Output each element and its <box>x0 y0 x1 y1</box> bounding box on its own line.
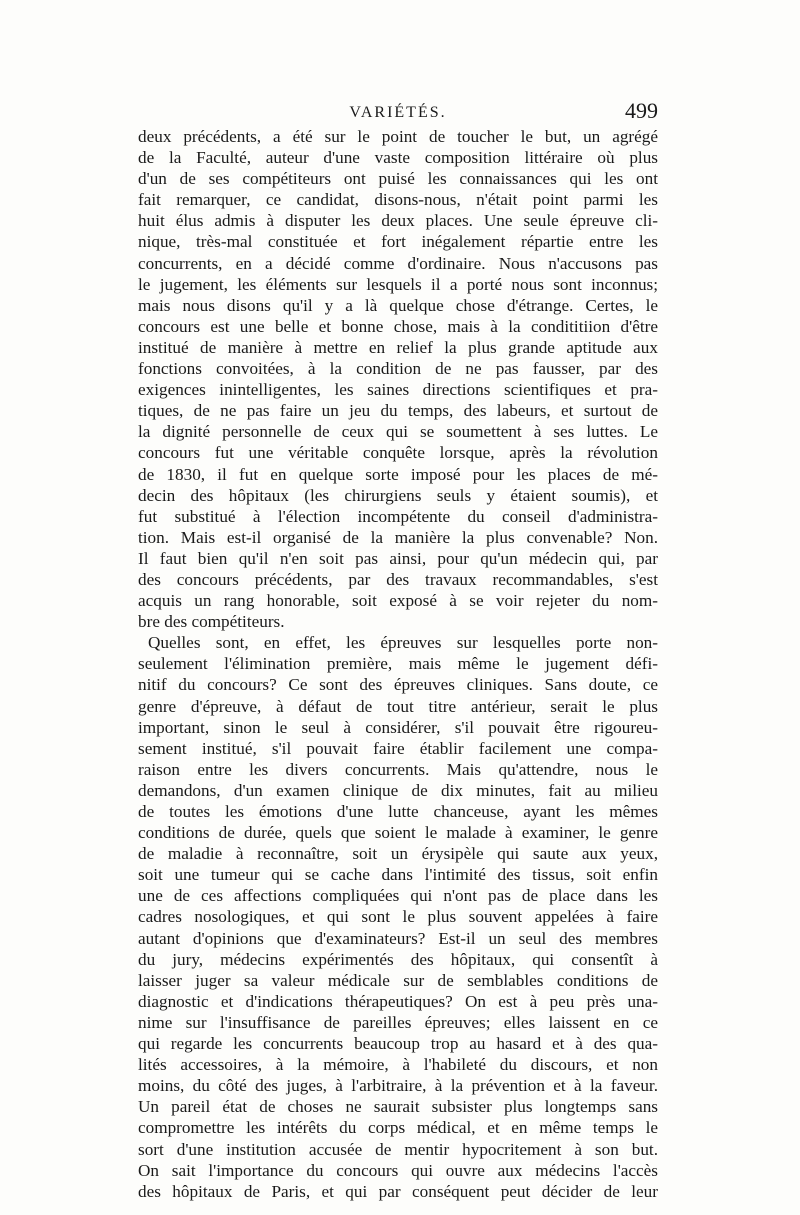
text-line: tiques, de ne pas faire un jeu du temps, des labeurs, et surtout de <box>138 401 658 421</box>
text-line: fonctions convoitées, à la condition de ne pas fausser, par des <box>138 359 658 379</box>
text-line: exigences inintelligentes, les saines directions scientifiques et pra- <box>138 380 658 400</box>
text-line: deux précédents, a été sur le point de toucher le but, un agrégé <box>138 127 658 146</box>
text-line: des hôpitaux de Paris, et qui par conséquent peut décider de leur <box>138 1181 658 1201</box>
paragraph-end-line: bre des compétiteurs. <box>138 612 285 632</box>
text-line: des concours précédents, par des travaux recommandables, s'est <box>138 569 658 589</box>
text-line: nitif du concours? Ce sont des épreuves cliniques. Sans doute, ce <box>138 675 658 695</box>
text-line: cadres nosologiques, et qui sont le plus souvent appelées à faire <box>138 907 658 927</box>
text-line: lités accessoires, à la mémoire, à l'habileté du discours, et non <box>138 1055 658 1075</box>
text-line: important, sinon le seul à considérer, s'il pouvait être rigoureu- <box>138 717 658 737</box>
text-line: sort d'une institution accusée de mentir hypocritement à son but. <box>138 1139 658 1159</box>
text-line: la dignité personnelle de ceux qui se soumettent à ses luttes. Le <box>138 422 658 442</box>
text-line: genre d'épreuve, à défaut de tout titre antérieur, serait le plus <box>138 696 658 716</box>
text-line: de 1830, il fut en quelque sorte imposé pour les places de mé- <box>138 464 658 484</box>
text-line: moins, du côté des juges, à l'arbitraire, à la prévention et à la faveur. <box>138 1076 658 1096</box>
text-line: soit une tumeur qui se cache dans l'intimité des tissus, soit enfin <box>138 865 658 885</box>
text-line: raison entre les divers concurrents. Mais qu'attendre, nous le <box>138 759 658 779</box>
text-line: compromettre les intérêts du corps médical, et en même temps le <box>138 1118 658 1138</box>
text-line: qui regarde les concurrents beaucoup trop au hasard et à des qua- <box>138 1034 658 1054</box>
text-line: nime sur l'insuffisance de pareilles épreuves; elles laissent en ce <box>138 1012 658 1032</box>
text-line: On sait l'importance du concours qui ouvre aux médecins l'accès <box>138 1160 658 1180</box>
text-line: autant d'opinions que d'examinateurs? Est-il un seul des membres <box>138 928 658 948</box>
text-line: sement institué, s'il pouvait faire établir facilement une compa- <box>138 738 658 758</box>
text-line: de maladie à reconnaître, soit un érysipèle qui saute aux yeux, <box>138 844 658 864</box>
text-line: concours fut une véritable conquête lorsque, après la révolution <box>138 443 658 463</box>
text-line: concours est une belle et bonne chose, mais à la condititiion d'être <box>138 316 658 336</box>
text-line: huit élus admis à disputer les deux places. Une seule épreuve cli- <box>138 211 658 231</box>
page-number: 499 <box>625 98 658 123</box>
text-line: le jugement, les éléments sur lesquels il a porté nous sont inconnus; <box>138 274 658 294</box>
text-line: laisser juger sa valeur médicale sur de semblables conditions de <box>138 970 658 990</box>
text-line: concurrents, en a décidé comme d'ordinaire. Nous n'accusons pas <box>138 253 658 273</box>
text-line: une de ces affections compliquées qui n'ont pas de place dans les <box>138 886 658 906</box>
text-line: conditions de durée, quels que soient le malade à examiner, le genre <box>138 823 658 843</box>
text-line: decin des hôpitaux (les chirurgiens seuls y étaient soumis), et <box>138 485 658 505</box>
body-text <box>138 126 658 1202</box>
text-line: seulement l'élimination première, mais même le jugement défi- <box>138 654 658 674</box>
text-line: d'un de ses compétiteurs ont puisé les connaissances qui les ont <box>138 169 658 189</box>
text-line: tion. Mais est-il organisé de la manière la plus convenable? Non. <box>138 527 658 547</box>
text-line: institué de manière à mettre en relief la plus grande aptitude aux <box>138 337 658 357</box>
text-line: de la Faculté, auteur d'une vaste composition littéraire où plus <box>138 148 658 168</box>
text-line: mais nous disons qu'il y a là quelque chose d'étrange. Certes, le <box>138 295 658 315</box>
text-line: fut substitué à l'élection incompétente du conseil d'administra- <box>138 506 658 526</box>
paragraph-start-line: Quelles sont, en effet, les épreuves sur lesquelles porte non- <box>148 633 658 653</box>
text-line: Un pareil état de choses ne saurait subsister plus longtemps sans <box>138 1097 658 1117</box>
text-line: demandons, d'un examen clinique de dix minutes, fait au milieu <box>138 780 658 800</box>
text-line: diagnostic et d'indications thérapeutiques? On est à peu près una- <box>138 991 658 1011</box>
running-title: VARIÉTÉS. <box>349 104 447 121</box>
text-line: de toutes les émotions d'une lutte chanceuse, ayant les mêmes <box>138 802 658 821</box>
text-line: fait remarquer, ce candidat, disons-nous, n'était point parmi les <box>138 190 658 210</box>
text-line: nique, très-mal constituée et fort inégalement répartie entre les <box>138 232 658 252</box>
running-head <box>138 98 658 126</box>
text-line: du jury, médecins expérimentés des hôpitaux, qui consentît à <box>138 949 658 969</box>
text-line: Il faut bien qu'il n'en soit pas ainsi, pour qu'un médecin qui, par <box>138 548 658 568</box>
text-line: acquis un rang honorable, soit exposé à se voir rejeter du nom- <box>138 591 658 611</box>
